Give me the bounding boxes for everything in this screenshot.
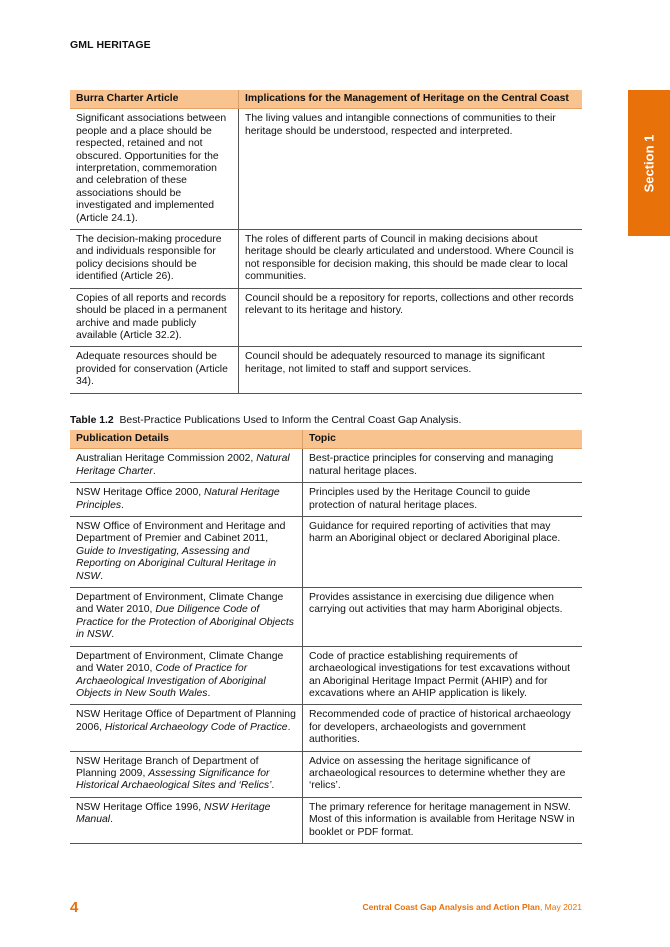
publication-title: Assessing Significance for Historical Archaeological Sites and ‘Relics’	[76, 767, 272, 792]
caption-text: Best-Practice Publications Used to Inform the Central Coast Gap Analysis.	[119, 415, 462, 426]
publication-author: Australian Heritage Commission 2002,	[76, 453, 257, 465]
publication-punct: .	[111, 629, 115, 641]
topic-cell: The primary reference for heritage management in NSW. Most of this information is available from Heritage NSW in booklet or PDF format.	[303, 797, 583, 843]
topic-cell: Code of practice establishing requirements of archaeological investigations for test excavations without an Aboriginal Heritage Impact Permit (AHIP) and for excavations where an AHIP application is likely.	[303, 646, 583, 705]
column-header: Implications for the Management of Heritage on the Central Coast	[239, 90, 583, 109]
publication-punct: .	[271, 780, 275, 792]
footer-doc-title: Central Coast Gap Analysis and Action Plan	[362, 902, 540, 912]
publication-cell	[70, 646, 303, 705]
table-row	[70, 751, 582, 797]
publication-title: Natural Heritage Charter	[76, 453, 290, 477]
publication-cell	[70, 797, 303, 843]
table-row	[70, 705, 582, 751]
publication-title: Natural Heritage Principles	[76, 487, 280, 511]
page-number: 4	[70, 899, 79, 916]
table-header-row	[70, 90, 582, 109]
column-header: Publication Details	[70, 430, 303, 449]
table-caption	[70, 415, 461, 426]
column-header: Topic	[303, 430, 583, 449]
topic-cell: Principles used by the Heritage Council to guide protection of natural heritage places.	[303, 483, 583, 517]
publication-cell	[70, 751, 303, 797]
publication-cell	[70, 705, 303, 751]
table-cell: Council should be a repository for reports, collections and other records relevant to its heritage and history.	[239, 288, 583, 347]
publication-author: Department of Environment, Climate Change and Water 2010,	[76, 592, 284, 616]
table-cell: Adequate resources should be provided for conservation (Article 34).	[70, 347, 239, 393]
publication-title: Code of Practice for Archaeological Investigation of Aboriginal Objects in New South Wales	[76, 663, 266, 699]
table-row	[70, 449, 582, 483]
topic-cell: Recommended code of practice of historical archaeology for developers, archaeologists and government authorities.	[303, 705, 583, 751]
section-tab-label: Section 1	[641, 134, 657, 192]
publication-cell	[70, 588, 303, 647]
publication-cell	[70, 517, 303, 588]
table-row	[70, 230, 582, 289]
publication-title: Due Diligence Code of Practice for the Protection of Aboriginal Objects in NSW	[76, 604, 294, 641]
footer-date: , May 2021	[539, 902, 582, 912]
publication-title: Historical Archaeology Code of Practice	[104, 721, 288, 733]
burra-charter-table	[70, 90, 582, 394]
publication-punct: .	[207, 687, 211, 699]
publication-cell	[70, 449, 303, 483]
table-cell: The living values and intangible connections of communities to their heritage should be understood, respected and interpreted.	[239, 109, 583, 230]
table-row	[70, 109, 582, 230]
publication-punct: .	[287, 721, 291, 733]
table-cell: Council should be adequately resourced to manage its significant heritage, not limited to staff and support services.	[239, 347, 583, 393]
topic-cell: Guidance for required reporting of activities that may harm an Aboriginal object or declared Aboriginal place.	[303, 517, 583, 588]
publication-title: Guide to Investigating, Assessing and Reporting on Aboriginal Cultural Heritage in NSW	[76, 545, 277, 582]
table-row	[70, 483, 582, 517]
table-row	[70, 646, 582, 705]
publication-author: NSW Heritage Office of Department of Planning 2006,	[76, 709, 296, 733]
header-brand: GML HERITAGE	[70, 39, 151, 51]
publication-punct: .	[110, 814, 113, 826]
table-cell: Significant associations between people and a place should be respected, retained and not obscured. Opportunities for the interpretation, commemoration and celebration of these associations should be investigated and implemented (Article 24.1).	[70, 109, 239, 230]
publication-author: NSW Office of Environment and Heritage and Department of Premier and Cabinet 2011,	[76, 521, 286, 545]
publications-table	[70, 430, 582, 844]
publication-cell	[70, 483, 303, 517]
table-header-row	[70, 430, 582, 449]
publication-author: NSW Heritage Office 2000,	[76, 487, 205, 499]
publication-punct: .	[152, 465, 156, 477]
publication-author: NSW Heritage Branch of Department of Planning 2009,	[76, 755, 259, 779]
table-row	[70, 588, 582, 647]
table-cell: Copies of all reports and records should be placed in a permanent archive and made publicly available (Article 32.2).	[70, 288, 239, 347]
footer-title	[363, 902, 583, 912]
table-cell: The decision-making procedure and individuals responsible for policy decisions should be identified (Article 26).	[70, 230, 239, 289]
table-row	[70, 288, 582, 347]
topic-cell: Provides assistance in exercising due diligence when carrying out activities that may harm Aboriginal objects.	[303, 588, 583, 647]
table-row	[70, 347, 582, 393]
section-tab	[628, 90, 670, 236]
table-cell: The roles of different parts of Council in making decisions about heritage should be clearly articulated and understood. Where Council is not responsible for decision making, this should be made clear to local communities.	[239, 230, 583, 289]
topic-cell: Advice on assessing the heritage significance of archaeological resources to determine whether they are ‘relics’.	[303, 751, 583, 797]
column-header: Burra Charter Article	[70, 90, 239, 109]
caption-label: Table 1.2	[70, 415, 114, 426]
table-row	[70, 517, 582, 588]
publication-title: NSW Heritage Manual	[76, 801, 271, 826]
publication-punct: .	[121, 499, 124, 511]
topic-cell: Best-practice principles for conserving and managing natural heritage places.	[303, 449, 583, 483]
publication-author: NSW Heritage Office 1996,	[76, 801, 205, 813]
table-row	[70, 797, 582, 843]
publication-punct: .	[100, 570, 104, 582]
publication-author: Department of Environment, Climate Change and Water 2010,	[76, 650, 284, 675]
